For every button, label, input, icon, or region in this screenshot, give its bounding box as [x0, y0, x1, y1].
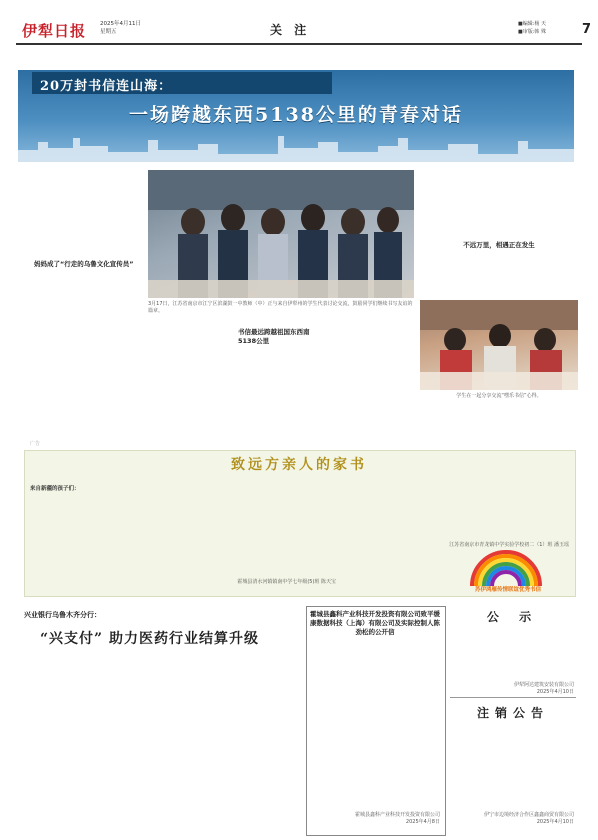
issue-weekday: 星期五 [100, 29, 117, 35]
page-number: 7 [582, 22, 592, 37]
article-subhead: 妈妈成了“行走的乌鲁文化宣传员” [34, 260, 134, 268]
side-photo [420, 300, 578, 390]
notice-signer: 伊宁市边境经济合作区鑫鑫商贸有限公司 [483, 812, 574, 818]
skyline-graphic [18, 132, 574, 162]
notice-date: 2025年4月8日 [405, 818, 440, 825]
photo-caption: 3月17日，江苏省南京市江宁区滨湖鼓一中教师（中）正与来自伊犁州的学生代表讨论交流，鼓励同学们继续书写友谊的篇章。 [148, 301, 413, 314]
article-subhead: 不远万里，相遇正在发生 [463, 241, 535, 249]
notice-signature [310, 812, 440, 825]
bank-column [24, 656, 132, 834]
cancellation-notice-body [452, 722, 574, 808]
rainbow-caption: 苏伊鸿雁传情联谊优秀书信 [474, 587, 541, 593]
notice-signer: 霍城县鑫科产业科技开发投资有限公司 [354, 812, 440, 818]
notice-title: 霍城县鑫科产业科技开发投资有限公司致平缓康数据科技（上海）有限公司及实际控制人陈劲松的公开信 [310, 610, 440, 636]
letter-signature: 江苏省南京市青龙镇中学实验学校初二（1）班 潘玉瑶 [449, 542, 569, 548]
reviewer-label: ■审版: [518, 29, 535, 35]
rainbow-graphic [466, 548, 546, 588]
letter-body [196, 484, 346, 574]
public-notice-signature [452, 682, 574, 695]
feature-photo [148, 170, 414, 298]
article-column [34, 170, 144, 412]
students-writing-photo-graphic [420, 300, 578, 390]
article-column [238, 324, 322, 412]
letter-greeting: 来自新疆的孩子们： [30, 486, 80, 492]
notice-date: 2025年4月10日 [536, 818, 574, 825]
public-notice-title: 公 示 [486, 610, 540, 624]
letter-body [355, 470, 435, 582]
article-column [420, 170, 578, 300]
cancellation-notice-title: 注销公告 [476, 706, 549, 720]
letters-title: 致远方亲人的家书 [231, 457, 367, 473]
photo-caption: 学生在一起分享交流“嘿乐书信”心得。 [456, 393, 542, 399]
article-subhead: 书信最远跨越祖国东西南5138公里 [238, 328, 310, 345]
notice-divider [450, 697, 576, 698]
letter-body [30, 494, 190, 584]
notice-signer: 伊犁阿达建筑安装有限公司 [513, 682, 574, 688]
reviewer-line [518, 28, 546, 36]
notice-body [310, 650, 440, 810]
bank-headline: “兴支付” 助力医药行业结算升级 [40, 631, 259, 647]
bank-column [252, 656, 302, 834]
editor-line [518, 20, 546, 28]
feature-headline: 一场跨越东西5138公里的青春对话 [129, 104, 463, 126]
issue-date [100, 20, 141, 36]
notice-date: 2025年4月10日 [536, 688, 574, 695]
article-column [328, 324, 412, 412]
reviewer-name: 韩 殊 [534, 29, 547, 35]
letter-signature: 霍城县清水河镇镇南中学七年级(5)班 陈天宝 [237, 579, 336, 585]
ad-label: 广告 [30, 441, 41, 447]
header-rule [16, 43, 582, 45]
letter-body [445, 470, 569, 536]
section-title: 关 注 [270, 23, 311, 37]
bank-column [138, 656, 246, 834]
editor-name: 杨 天 [534, 21, 547, 27]
public-notice-body [452, 626, 574, 674]
feature-kicker [32, 72, 332, 94]
issue-date-text: 2025年4月11日 [100, 21, 141, 27]
article-column [148, 324, 232, 412]
bank-kicker: 兴业银行乌鲁木齐分行： [24, 611, 101, 619]
newspaper-logo: 伊犁日报 [22, 22, 87, 40]
students-photo-graphic [148, 170, 414, 298]
editor-label: ■编辑: [518, 21, 535, 27]
feature-kicker-text: 20万封书信连山海： [40, 79, 173, 94]
cancellation-notice-signature [452, 812, 574, 825]
editor-credits [518, 20, 546, 36]
